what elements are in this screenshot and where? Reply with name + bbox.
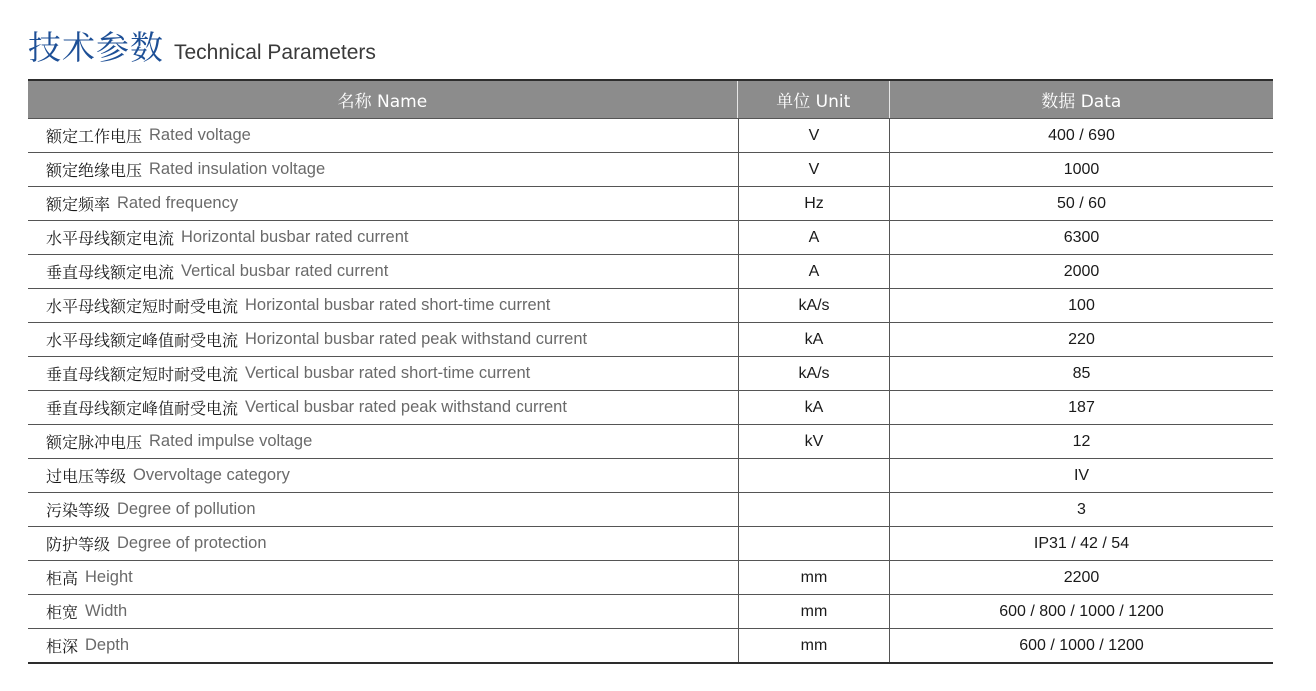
parameter-data-cell: IV bbox=[889, 459, 1273, 492]
parameter-name-english: Vertical busbar rated short-time current bbox=[245, 364, 531, 382]
parameter-name-cell bbox=[28, 527, 738, 560]
parameter-name-cell bbox=[28, 153, 738, 186]
parameter-data-cell: 3 bbox=[889, 493, 1273, 526]
parameter-unit-cell: A bbox=[738, 255, 889, 288]
table-header-row bbox=[28, 81, 1273, 119]
parameter-data-cell: 50 / 60 bbox=[889, 187, 1273, 220]
parameter-name-chinese: 垂直母线额定电流 bbox=[46, 263, 175, 282]
parameter-data-cell: 220 bbox=[889, 323, 1273, 356]
parameter-unit-cell: V bbox=[738, 119, 889, 152]
parameter-name-chinese: 柜高 bbox=[46, 569, 79, 588]
parameter-name-english: Height bbox=[85, 568, 133, 586]
parameter-name-english: Rated voltage bbox=[149, 126, 251, 144]
technical-parameters-table bbox=[28, 79, 1273, 664]
parameter-name-chinese: 垂直母线额定短时耐受电流 bbox=[46, 365, 239, 384]
parameter-data-cell: 400 / 690 bbox=[889, 119, 1273, 152]
parameter-name-chinese: 水平母线额定电流 bbox=[46, 229, 175, 248]
parameter-name-cell bbox=[28, 493, 738, 526]
parameter-name-chinese: 柜深 bbox=[46, 637, 79, 656]
header-data: 数据 Data bbox=[889, 81, 1273, 118]
parameter-data-cell: 100 bbox=[889, 289, 1273, 322]
table-row bbox=[28, 221, 1273, 255]
table-row bbox=[28, 595, 1273, 629]
parameter-name-chinese: 额定频率 bbox=[46, 195, 111, 214]
table-row bbox=[28, 255, 1273, 289]
parameter-name-cell bbox=[28, 391, 738, 424]
parameter-name-english: Overvoltage category bbox=[133, 466, 290, 484]
parameter-data-cell: 1000 bbox=[889, 153, 1273, 186]
parameter-name-cell bbox=[28, 255, 738, 288]
parameter-name-cell bbox=[28, 119, 738, 152]
table-row bbox=[28, 323, 1273, 357]
parameter-data-cell: 600 / 1000 / 1200 bbox=[889, 629, 1273, 662]
table-row bbox=[28, 153, 1273, 187]
parameter-name-english: Horizontal busbar rated peak withstand current bbox=[245, 330, 588, 348]
parameter-name-cell bbox=[28, 629, 738, 662]
page-title bbox=[28, 22, 376, 68]
parameter-name-english: Width bbox=[85, 602, 128, 620]
parameter-name-chinese: 防护等级 bbox=[46, 535, 111, 554]
parameter-name-cell bbox=[28, 561, 738, 594]
parameter-name-chinese: 额定工作电压 bbox=[46, 127, 143, 146]
parameter-unit-cell: kA bbox=[738, 391, 889, 424]
table-row bbox=[28, 357, 1273, 391]
header-name: 名称 Name bbox=[337, 92, 428, 112]
parameter-name-cell bbox=[28, 425, 738, 458]
parameter-data-cell: 187 bbox=[889, 391, 1273, 424]
table-row bbox=[28, 391, 1273, 425]
table-row bbox=[28, 289, 1273, 323]
table-row bbox=[28, 459, 1273, 493]
header-unit: 单位 Unit bbox=[737, 81, 889, 118]
parameter-name-chinese: 柜宽 bbox=[46, 603, 79, 622]
parameter-name-english: Vertical busbar rated peak withstand current bbox=[245, 398, 567, 416]
table-row bbox=[28, 493, 1273, 527]
parameter-unit-cell: Hz bbox=[738, 187, 889, 220]
parameter-name-english: Rated impulse voltage bbox=[149, 432, 313, 450]
parameter-name-cell bbox=[28, 187, 738, 220]
parameter-name-english: Horizontal busbar rated short-time current bbox=[245, 296, 551, 314]
parameter-unit-cell: kA bbox=[738, 323, 889, 356]
parameter-name-chinese: 垂直母线额定峰值耐受电流 bbox=[46, 399, 239, 418]
parameter-unit-cell: kA/s bbox=[738, 357, 889, 390]
parameter-name-chinese: 污染等级 bbox=[46, 501, 111, 520]
parameter-data-cell: 600 / 800 / 1000 / 1200 bbox=[889, 595, 1273, 628]
parameter-name-english: Rated insulation voltage bbox=[149, 160, 326, 178]
parameter-unit-cell: mm bbox=[738, 595, 889, 628]
parameter-name-english: Horizontal busbar rated current bbox=[181, 228, 409, 246]
parameter-unit-cell: kA/s bbox=[738, 289, 889, 322]
parameter-name-chinese: 水平母线额定峰值耐受电流 bbox=[46, 331, 239, 350]
parameter-name-cell bbox=[28, 459, 738, 492]
parameter-name-chinese: 过电压等级 bbox=[46, 467, 127, 486]
parameter-data-cell: 6300 bbox=[889, 221, 1273, 254]
table-row bbox=[28, 561, 1273, 595]
parameter-name-english: Degree of pollution bbox=[117, 500, 256, 518]
parameter-name-english: Degree of protection bbox=[117, 534, 267, 552]
parameter-unit-cell bbox=[738, 459, 889, 492]
parameter-name-cell bbox=[28, 595, 738, 628]
parameter-unit-cell: mm bbox=[738, 561, 889, 594]
table-row bbox=[28, 187, 1273, 221]
parameter-data-cell: 2000 bbox=[889, 255, 1273, 288]
parameter-name-cell bbox=[28, 323, 738, 356]
parameter-name-chinese: 额定脉冲电压 bbox=[46, 433, 143, 452]
page-title-chinese: 技术参数 bbox=[28, 28, 164, 67]
table-row bbox=[28, 425, 1273, 459]
parameter-unit-cell: kV bbox=[738, 425, 889, 458]
parameter-name-chinese: 额定绝缘电压 bbox=[46, 161, 143, 180]
parameter-unit-cell bbox=[738, 493, 889, 526]
parameter-unit-cell: V bbox=[738, 153, 889, 186]
parameter-data-cell: 2200 bbox=[889, 561, 1273, 594]
parameter-data-cell: IP31 / 42 / 54 bbox=[889, 527, 1273, 560]
parameter-name-chinese: 水平母线额定短时耐受电流 bbox=[46, 297, 239, 316]
parameter-unit-cell bbox=[738, 527, 889, 560]
parameter-unit-cell: A bbox=[738, 221, 889, 254]
parameter-name-english: Depth bbox=[85, 636, 130, 654]
parameter-name-cell bbox=[28, 221, 738, 254]
table-row bbox=[28, 119, 1273, 153]
table-body bbox=[28, 119, 1273, 662]
table-row bbox=[28, 629, 1273, 662]
table-row bbox=[28, 527, 1273, 561]
parameter-data-cell: 12 bbox=[889, 425, 1273, 458]
parameter-name-english: Rated frequency bbox=[117, 194, 239, 212]
parameter-name-cell bbox=[28, 357, 738, 390]
parameter-name-cell bbox=[28, 289, 738, 322]
parameter-name-english: Vertical busbar rated current bbox=[181, 262, 389, 280]
page-title-english: Technical Parameters bbox=[174, 41, 376, 64]
parameter-data-cell: 85 bbox=[889, 357, 1273, 390]
parameter-unit-cell: mm bbox=[738, 629, 889, 662]
